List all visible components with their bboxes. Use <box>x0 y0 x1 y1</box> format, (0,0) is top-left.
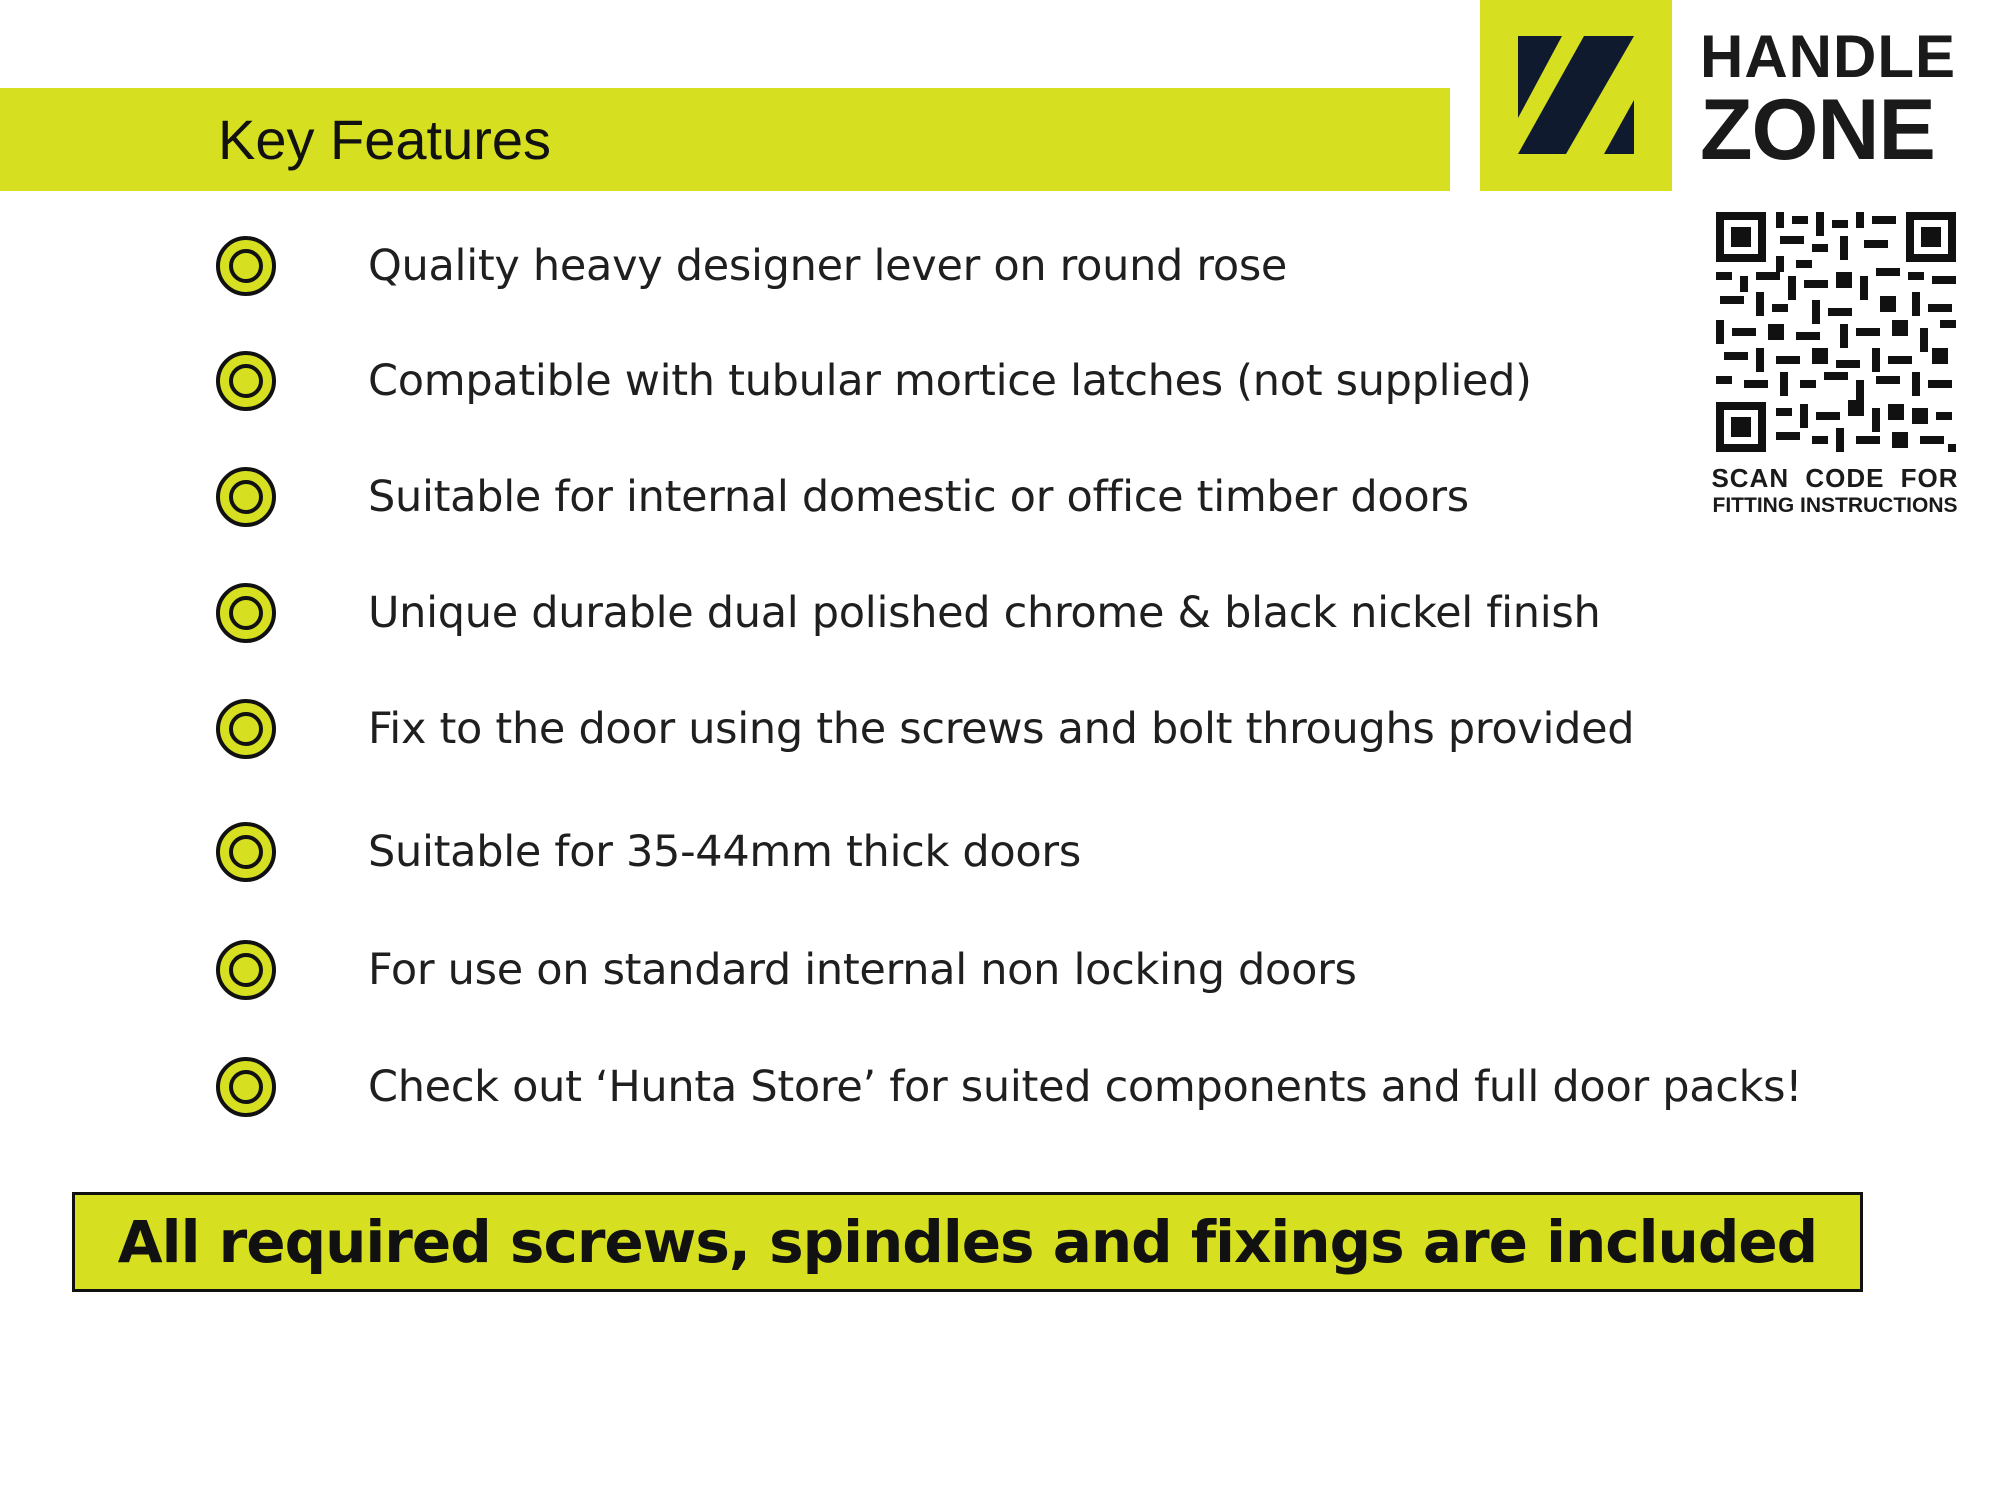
qr-caption-line1: SCAN CODE FOR <box>1711 463 1959 493</box>
feature-text: Fix to the door using the screws and bolt throughs provided <box>368 704 1635 754</box>
list-item <box>214 465 1469 529</box>
ring-bullet-icon <box>214 234 278 298</box>
ring-bullet-icon <box>214 938 278 1002</box>
included-banner <box>72 1192 1863 1292</box>
feature-text: Quality heavy designer lever on round rose <box>368 241 1288 291</box>
qr-caption-line2: FITTING INSTRUCTIONS <box>1712 494 1958 517</box>
page-title: Key Features <box>218 108 552 171</box>
ring-bullet-icon <box>214 820 278 884</box>
ring-bullet-icon <box>214 581 278 645</box>
brand-wordmark <box>1700 23 1980 178</box>
feature-text: Check out ‘Hunta Store’ for suited components and full door packs! <box>368 1062 1803 1112</box>
feature-text: Unique durable dual polished chrome & black nickel finish <box>368 588 1601 638</box>
qr-code-icon <box>1716 212 1956 452</box>
list-item <box>214 697 1634 761</box>
ring-bullet-icon <box>214 349 278 413</box>
list-item <box>214 820 1081 884</box>
feature-text: Suitable for 35-44mm thick doors <box>368 827 1081 877</box>
ring-bullet-icon <box>214 697 278 761</box>
feature-text: Compatible with tubular mortice latches (not supplied) <box>368 356 1532 406</box>
feature-text: For use on standard internal non locking doors <box>368 945 1357 995</box>
ring-bullet-icon <box>214 465 278 529</box>
list-item <box>214 938 1357 1002</box>
brand-line2: ZONE <box>1700 82 1935 178</box>
banner-text: All required screws, spindles and fixings are included <box>117 1208 1818 1276</box>
brand-line1: HANDLE <box>1700 23 1956 90</box>
list-item <box>214 234 1287 298</box>
list-item <box>214 1055 1802 1119</box>
list-item <box>214 349 1532 413</box>
qr-caption <box>1700 463 1970 519</box>
feature-text: Suitable for internal domestic or office timber doors <box>368 472 1469 522</box>
list-item <box>214 581 1600 645</box>
ring-bullet-icon <box>214 1055 278 1119</box>
